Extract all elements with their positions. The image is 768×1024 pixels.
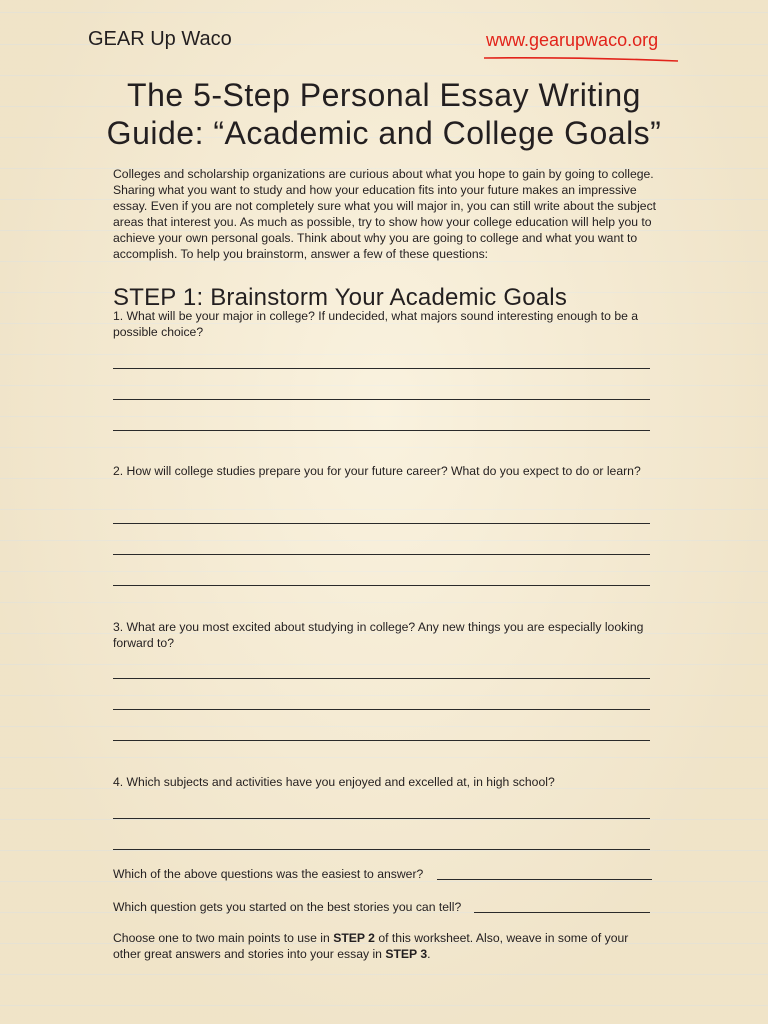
answer-line[interactable]	[113, 585, 650, 586]
followup-stories: Which question gets you started on the best stories you can tell?	[113, 900, 462, 914]
answer-line[interactable]	[113, 818, 650, 819]
website-link[interactable]: www.gearupwaco.org	[486, 30, 659, 50]
answer-line[interactable]	[113, 678, 650, 679]
step-1-heading: STEP 1: Brainstorm Your Academic Goals	[113, 284, 568, 311]
answer-line[interactable]	[113, 554, 650, 555]
page-title-line-1: The 5-Step Personal Essay Writing	[127, 77, 641, 113]
answer-line[interactable]	[113, 740, 650, 741]
red-underline-mark	[482, 54, 682, 64]
answer-line[interactable]	[113, 709, 650, 710]
question-4: 4. Which subjects and activities have you enjoyed and excelled at, in high school?	[113, 775, 555, 789]
header-org: GEAR Up Waco	[88, 28, 232, 50]
question-2: 2. How will college studies prepare you for your future career? What do you expect to do or learn?	[113, 464, 641, 478]
answer-line[interactable]	[113, 849, 650, 850]
intro-paragraph: Colleges and scholarship organizations are curious about what you hope to gain by going to college. Sharing what you want to study and how your education fits into your future makes an impressive essay. Even if you are not completely sure what you will major in, you can still write about the subject areas that interest you. As much as possible, try to show how your college education will help you to achieve your own personal goals. Think about why you are going to college and what you want to accomplish. To help you brainstorm, answer a few of these questions:	[113, 167, 657, 261]
followup-easiest: Which of the above questions was the easiest to answer?	[113, 867, 424, 881]
page-title-line-2: Guide: “Academic and College Goals”	[106, 115, 662, 151]
closing-paragraph: Choose one to two main points to use in STEP 2 of this worksheet. Also, weave in some of your other great answers and stories into your essay in STEP 3.	[113, 931, 629, 961]
question-3: 3. What are you most excited about studying in college? Any new things you are especially looking forward to?	[113, 620, 644, 650]
answer-line[interactable]	[113, 523, 650, 524]
answer-line[interactable]	[113, 399, 650, 400]
answer-line[interactable]	[113, 430, 650, 431]
answer-line-easiest[interactable]	[437, 879, 652, 880]
answer-line-stories[interactable]	[474, 912, 650, 913]
answer-line[interactable]	[113, 368, 650, 369]
question-1: 1. What will be your major in college? If undecided, what majors sound interesting enough to be a possible choice?	[113, 309, 639, 339]
